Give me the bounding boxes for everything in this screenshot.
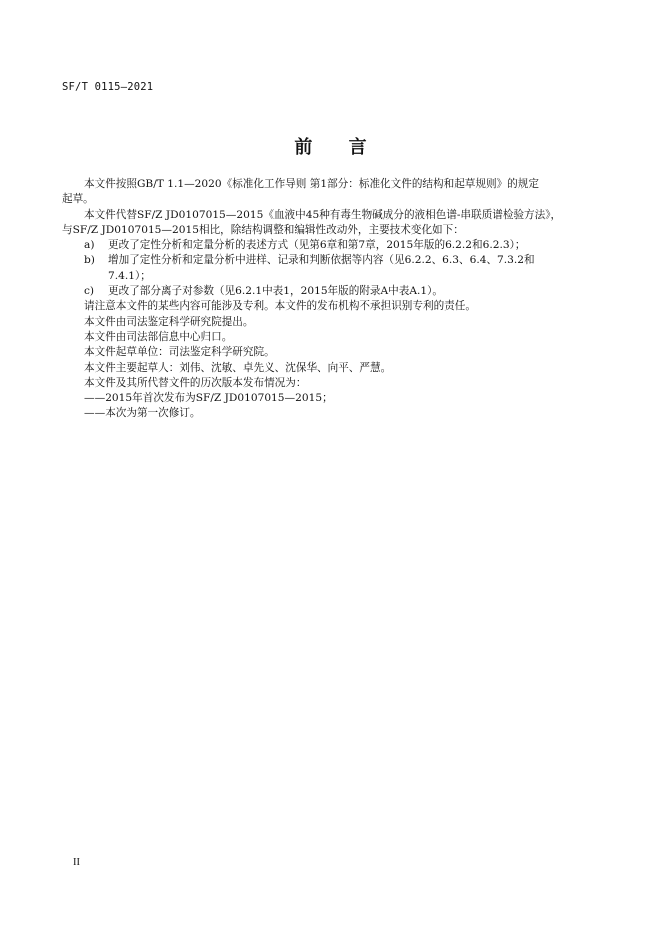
paragraph-line: 请注意本文件的某些内容可能涉及专利。本文件的发布机构不承担识别专利的责任。 bbox=[84, 300, 476, 313]
version-history-entry: ——2015年首次发布为SF/Z JD0107015—2015； bbox=[84, 392, 333, 405]
list-marker: a) bbox=[84, 239, 95, 252]
paragraph-line: 起草。 bbox=[62, 193, 94, 206]
paragraph-line: 本文件主要起草人：刘伟、沈敏、卓先义、沈保华、向平、严慧。 bbox=[84, 361, 392, 374]
paragraph-line: 本文件代替SF/Z JD0107015—2015《血液中45种有毒生物碱成分的液相色谱-串联质谱检验方法》， bbox=[84, 208, 562, 221]
paragraph-line: 与SF/Z JD0107015—2015相比，除结构调整和编辑性改动外，主要技术变化如下： bbox=[62, 223, 464, 236]
version-history-entry: ——本次为第一次修订。 bbox=[84, 407, 201, 420]
paragraph-line: 本文件由司法鉴定科学研究院提出。 bbox=[84, 315, 254, 328]
list-item-text: 更改了部分离子对参数（见6.2.1中表1，2015年版的附录A中表A.1）。 bbox=[108, 285, 444, 298]
list-item bbox=[62, 253, 592, 268]
list-item-text: 增加了定性分析和定量分析中进样、记录和判断依据等内容（见6.2.2、6.3、6.4、7.3.2和 bbox=[108, 254, 535, 267]
list-item bbox=[62, 284, 592, 299]
page-number: II bbox=[73, 857, 80, 868]
paragraph-line: 本文件及其所代替文件的历次版本发布情况为： bbox=[84, 376, 307, 389]
foreword-body bbox=[62, 177, 592, 422]
list-item-text: 更改了定性分析和定量分析的表述方式（见第6章和第7章，2015年版的6.2.2和6.2.3）； bbox=[108, 239, 526, 252]
page-title: 前 言 bbox=[294, 137, 368, 158]
paragraph-line: 本文件按照GB/T 1.1—2020《标准化工作导则 第1部分：标准化文件的结构和起草规则》的规定 bbox=[84, 178, 539, 190]
paragraph-line: 本文件起草单位：司法鉴定科学研究院。 bbox=[84, 346, 275, 359]
list-item bbox=[62, 238, 592, 253]
list-marker: b) bbox=[84, 254, 95, 267]
list-item-continuation: 7.4.1）； bbox=[108, 269, 151, 282]
list-marker: c) bbox=[84, 285, 95, 298]
paragraph-line: 本文件由司法部信息中心归口。 bbox=[84, 330, 233, 343]
document-code: SF/T 0115—2021 bbox=[62, 81, 154, 93]
